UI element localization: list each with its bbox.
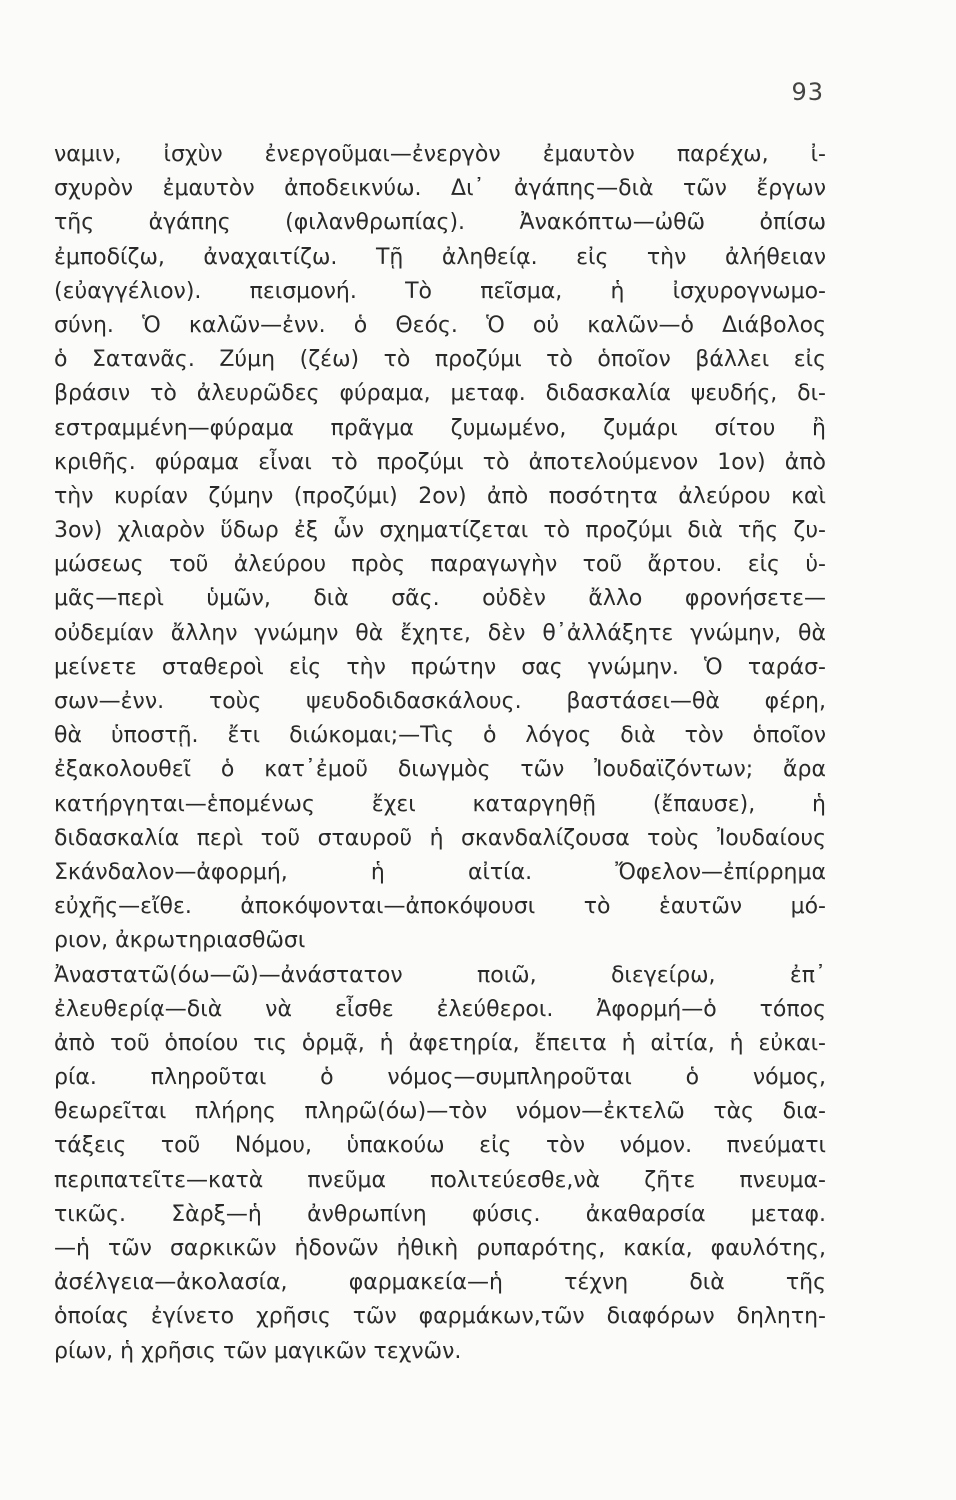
text-line: περιπατεῖτε—κατὰ πνεῦμα πολιτεύεσθε,νὰ ζῆτε πνευμα- bbox=[54, 1167, 826, 1193]
text-line: ἐλευθερίᾳ—διὰ νὰ εἶσθε ἐλεύθεροι. Ἀφορμή—ὁ τόπος bbox=[54, 996, 826, 1022]
text-line: σχυρὸν ἐμαυτὸν ἀποδεικνύω. Δι᾿ ἀγάπης—διὰ τῶν ἔργων bbox=[54, 176, 826, 202]
text-line: τῆς ἀγάπης (φιλανθρωπίας). Ἀνακόπτω—ὠθῶ ὀπίσω bbox=[54, 210, 826, 236]
text-line: ὁ Σατανᾶς. Ζύμη (ζέω) τὸ προζύμι τὸ ὁποῖον βάλλει εἰς bbox=[54, 347, 826, 373]
text-line: ὁποίας ἐγίνετο χρῆσις τῶν φαρμάκων,τῶν διαφόρων δηλητη- bbox=[54, 1304, 826, 1330]
text-line: μείνετε σταθεροὶ εἰς τὴν πρώτην σας γνώμην. Ὁ ταράσ- bbox=[54, 654, 826, 680]
text-line: κριθῆς. φύραμα εἶναι τὸ προζύμι τὸ ἀποτελούμενον 1ον) ἀπὸ bbox=[54, 449, 826, 475]
text-line: σύνη. Ὁ καλῶν—ἐνν. ὁ Θεός. Ὁ οὐ καλῶν—ὁ Διάβολος bbox=[54, 312, 826, 338]
text-line: —ἡ τῶν σαρκικῶν ἡδονῶν ἠθικὴ ρυπαρότης, κακία, φαυλότης, bbox=[54, 1236, 826, 1261]
page-body-text bbox=[54, 138, 826, 1369]
text-line: διδασκαλία περὶ τοῦ σταυροῦ ἡ σκανδαλίζουσα τοὺς Ἰουδαίους bbox=[54, 825, 826, 851]
text-line: βράσιν τὸ ἀλευρῶδες φύραμα, μεταφ. διδασκαλία ψευδής, δι- bbox=[54, 381, 826, 407]
text-line: τάξεις τοῦ Νόμου, ὑπακούω εἰς τὸν νόμον. πνεύματι bbox=[54, 1133, 826, 1159]
text-line: εὐχῆς—εἴθε. ἀποκόψονται—ἀποκόψουσι τὸ ἑαυτῶν μό- bbox=[54, 894, 826, 920]
text-line: ρία. πληροῦται ὁ νόμος—συμπληροῦται ὁ νόμος, bbox=[54, 1065, 826, 1091]
text-line: ἐμποδίζω, ἀναχαιτίζω. Τῇ ἀληθείᾳ. εἰς τὴν ἀλήθειαν bbox=[54, 244, 826, 270]
text-line: οὐδεμίαν ἄλλην γνώμην θὰ ἔχητε, δὲν θ᾿ἀλλάξητε γνώμην, θὰ bbox=[54, 620, 826, 646]
text-line: μώσεως τοῦ ἀλεύρου πρὸς παραγωγὴν τοῦ ἄρτου. εἰς ὑ- bbox=[54, 552, 826, 578]
text-line: ἐξακολουθεῖ ὁ κατ᾿ἐμοῦ διωγμὸς τῶν Ἰουδαϊζόντων; ἄρα bbox=[54, 757, 826, 783]
text-line: εστραμμένη—φύραμα πρᾶγμα ζυμωμένο, ζυμάρι σίτου ἢ bbox=[54, 415, 826, 441]
text-line: κατήργηται—ἑπομένως ἔχει καταργηθῇ (ἔπαυσε), ἡ bbox=[54, 791, 826, 817]
text-line: 3ον) χλιαρὸν ὕδωρ ἐξ ὧν σχηματίζεται τὸ προζύμι διὰ τῆς ζυ- bbox=[54, 518, 826, 544]
text-line: ἀπὸ τοῦ ὁποίου τις ὁρμᾷ, ἡ ἀφετηρία, ἔπειτα ἡ αἰτία, ἡ εὐκαι- bbox=[54, 1030, 826, 1056]
text-line: ρίων, ἡ χρῆσις τῶν μαγικῶν τεχνῶν. bbox=[54, 1338, 462, 1364]
text-line: ἀσέλγεια—ἀκολασία, φαρμακεία—ἡ τέχνη διὰ τῆς bbox=[54, 1270, 826, 1296]
text-line: Σκάνδαλον—ἀφορμή, ἡ αἰτία. Ὄφελον—ἐπίρρημα bbox=[54, 859, 826, 885]
text-line: ριον, ἀκρωτηριασθῶσι bbox=[54, 928, 306, 954]
text-line: μᾶς—περὶ ὑμῶν, διὰ σᾶς. οὐδὲν ἄλλο φρονήσετε— bbox=[54, 586, 826, 612]
text-line: (εὐαγγέλιον). πεισμονή. Τὸ πεῖσμα, ἡ ἰσχυρογνωμο- bbox=[54, 278, 826, 304]
text-line: Ἀναστατῶ(όω—ῶ)—ἀνάστατον ποιῶ, διεγείρω, ἐπ᾿ bbox=[54, 962, 826, 988]
text-line: τὴν κυρίαν ζύμην (προζύμι) 2ον) ἀπὸ ποσότητα ἀλεύρου καὶ bbox=[54, 483, 826, 509]
text-line: ναμιν, ἰσχὺν ἐνεργοῦμαι—ἐνεργὸν ἐμαυτὸν παρέχω, ἰ- bbox=[54, 142, 826, 167]
page-number: 93 bbox=[791, 78, 824, 106]
text-line: τικῶς. Σὰρξ—ἡ ἀνθρωπίνη φύσις. ἀκαθαρσία μεταφ. bbox=[54, 1201, 826, 1227]
text-line: θεωρεῖται πλήρης πληρῶ(όω)—τὸν νόμον—ἐκτελῶ τὰς δια- bbox=[54, 1099, 826, 1125]
text-line: θὰ ὑποστῇ. ἔτι διώκομαι;—Τὶς ὁ λόγος διὰ τὸν ὁποῖον bbox=[54, 723, 826, 749]
text-line: σων—ἐνν. τοὺς ψευδοδιδασκάλους. βαστάσει—θὰ φέρη, bbox=[54, 689, 826, 714]
